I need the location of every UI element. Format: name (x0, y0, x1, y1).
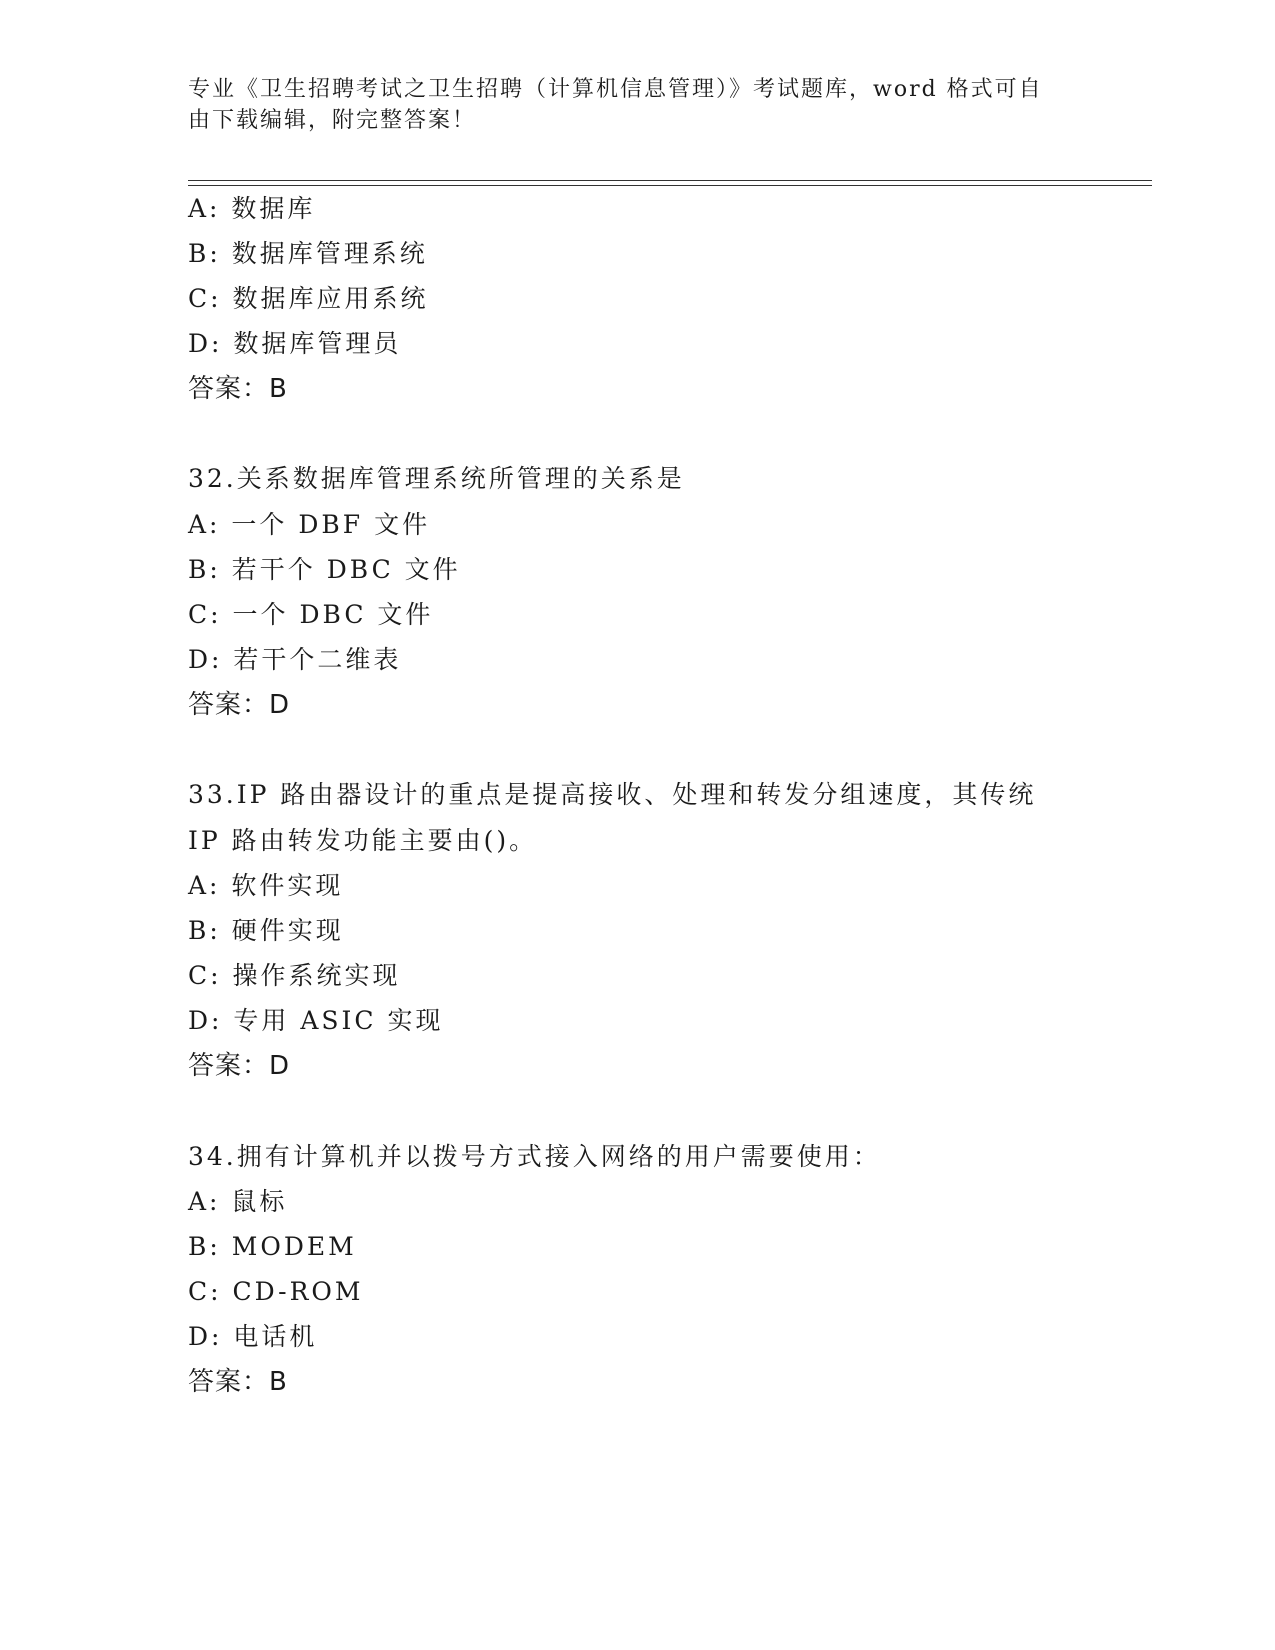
q32-option-b: B: 若干个 DBC 文件 (188, 555, 461, 584)
q34-option-b: B: MODEM (188, 1232, 357, 1261)
q33-question-line-2: IP 路由转发功能主要由()。 (188, 826, 538, 855)
q31-option-c: C: 数据库应用系统 (188, 284, 429, 313)
q33-question-line-1: 33.IP 路由器设计的重点是提高接收、处理和转发分组速度，其传统 (188, 780, 1037, 809)
q31-option-a: A: 数据库 (188, 194, 316, 223)
q31-option-b: B: 数据库管理系统 (188, 239, 428, 268)
q32-question: 32.关系数据库管理系统所管理的关系是 (188, 464, 685, 493)
q33-answer: 答案：D (188, 1051, 291, 1081)
q33-option-d: D: 专用 ASIC 实现 (188, 1006, 444, 1035)
q33-option-c: C: 操作系统实现 (188, 961, 401, 990)
q34-answer: 答案：B (188, 1367, 288, 1397)
header-line-2: 由下载编辑，附完整答案！ (188, 108, 477, 133)
q31-option-d: D: 数据库管理员 (188, 329, 402, 358)
q33-option-a: A: 软件实现 (188, 871, 344, 900)
header-line-1: 专业《卫生招聘考试之卫生招聘（计算机信息管理）》考试题库，word 格式可自 (188, 77, 1043, 102)
q32-option-c: C: 一个 DBC 文件 (188, 600, 434, 629)
document-header (188, 74, 1068, 136)
q34-option-a: A: 鼠标 (188, 1187, 288, 1216)
q32-answer: 答案：D (188, 690, 291, 720)
q34-option-c: C: CD-ROM (188, 1277, 364, 1306)
header-divider-top (188, 180, 1152, 181)
q34-option-d: D: 电话机 (188, 1322, 318, 1351)
q32-option-d: D: 若干个二维表 (188, 645, 402, 674)
q32-option-a: A: 一个 DBF 文件 (188, 510, 431, 539)
header-divider-bottom (188, 185, 1152, 186)
q31-answer: 答案：B (188, 374, 288, 404)
q33-option-b: B: 硬件实现 (188, 916, 344, 945)
q34-question: 34.拥有计算机并以拨号方式接入网络的用户需要使用： (188, 1142, 881, 1171)
